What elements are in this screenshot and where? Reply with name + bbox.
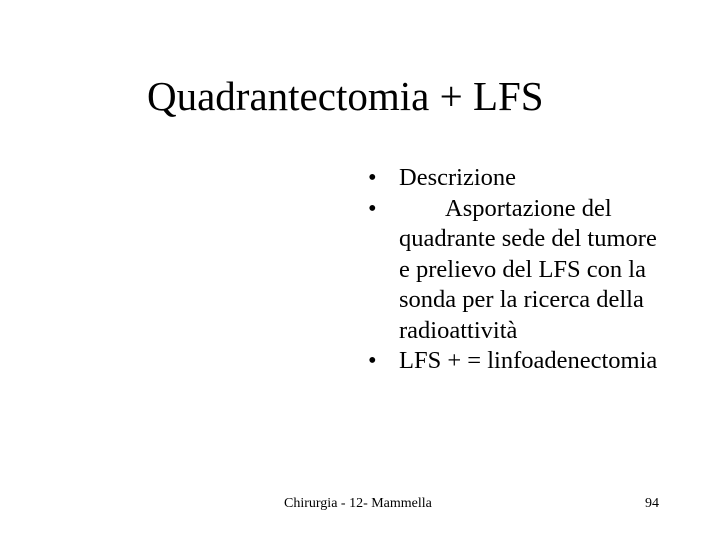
bullet-text: Asportazione del quadrante sede del tumore e prelievo del LFS con la sonda per la ricerca della radioattività — [399, 194, 657, 344]
bullet-text: LFS + = linfoadenectomia — [399, 347, 658, 374]
bullet-item-descrizione — [368, 163, 668, 194]
bullet-item-asportazione — [368, 194, 668, 347]
bullet-list — [368, 163, 668, 377]
bullet-text: Descrizione — [399, 164, 516, 191]
bullet-item-lfs — [368, 346, 668, 377]
bullet-marker: • — [368, 194, 377, 222]
slide-title: Quadrantectomia + LFS — [147, 73, 544, 119]
footer-course-label: Chirurgia - 12- Mammella — [284, 496, 432, 511]
bullet-marker: • — [368, 164, 377, 191]
page-number: 94 — [645, 496, 659, 511]
bullet-marker: • — [368, 347, 377, 374]
